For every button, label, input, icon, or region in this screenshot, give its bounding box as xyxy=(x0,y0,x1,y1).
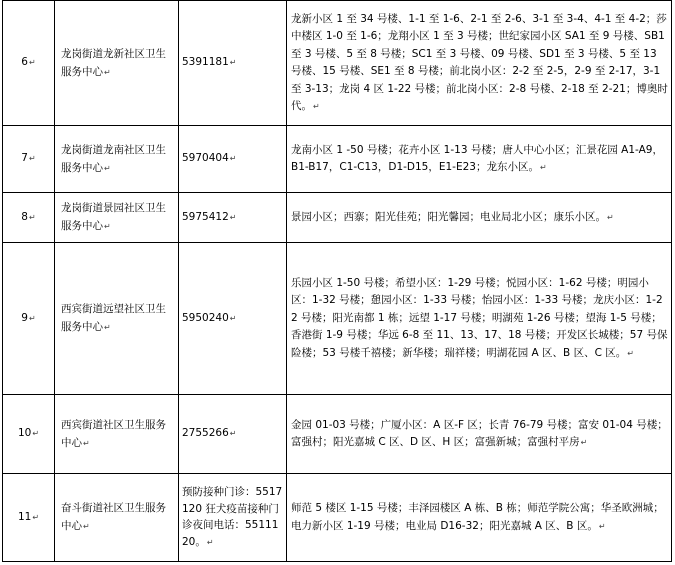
return-mark-icon xyxy=(207,538,214,547)
address-list: 景园小区；西寨；阳光佳苑；阳光馨园；电业局北小区；康乐小区。 xyxy=(291,210,606,223)
table-row xyxy=(3,126,672,193)
row-number-cell xyxy=(3,193,55,243)
row-number: 7 xyxy=(21,152,28,165)
return-mark-icon xyxy=(230,213,237,222)
return-mark-icon xyxy=(83,522,90,531)
table-row xyxy=(3,193,672,243)
address-cell xyxy=(287,193,672,243)
row-number: 8 xyxy=(21,210,28,223)
phone-cell xyxy=(179,474,287,562)
return-mark-icon xyxy=(29,154,36,163)
row-number: 9 xyxy=(21,311,28,324)
table-row xyxy=(3,243,672,395)
return-mark-icon xyxy=(29,213,36,222)
phone-number: 预防接种门诊：5517120 狂犬疫苗接种门诊夜间电话：5511120。 xyxy=(182,486,283,548)
return-mark-icon xyxy=(104,222,111,231)
return-mark-icon xyxy=(607,213,614,222)
phone-cell xyxy=(179,1,287,126)
return-mark-icon xyxy=(29,314,36,323)
return-mark-icon xyxy=(29,58,36,67)
row-number: 10 xyxy=(17,427,32,440)
address-cell xyxy=(287,395,672,474)
return-mark-icon xyxy=(32,513,39,522)
address-cell xyxy=(287,1,672,126)
center-name: 龙岗街道景园社区卫生服务中心 xyxy=(61,202,166,232)
phone-number: 5975412 xyxy=(182,210,229,223)
table-row xyxy=(3,1,672,126)
phone-cell xyxy=(179,126,287,193)
row-number-cell xyxy=(3,1,55,126)
return-mark-icon xyxy=(627,349,634,358)
return-mark-icon xyxy=(104,323,111,332)
center-name: 龙岗街道龙新社区卫生服务中心 xyxy=(61,47,166,78)
return-mark-icon xyxy=(83,439,90,448)
center-name: 龙岗街道龙南社区卫生服务中心 xyxy=(61,143,166,174)
row-number-cell xyxy=(3,126,55,193)
address-list: 金园 01-03 号楼；广厦小区：A 区-F 区；长青 76-79 号楼；富安 01-04 号楼；富强村；阳光嘉城 C 区、D 区、H 区；富强新城；富强村平房 xyxy=(291,418,668,448)
return-mark-icon xyxy=(581,438,588,447)
return-mark-icon xyxy=(230,429,237,438)
return-mark-icon xyxy=(313,102,320,111)
address-list: 龙南小区 1 -50 号楼；花卉小区 1-13 号楼；唐人中心小区；汇景花园 A1-A9，B1-B17，C1-C13，D1-D15，E1-E23；龙东小区。 xyxy=(291,143,663,173)
phone-number: 2755266 xyxy=(182,427,229,440)
return-mark-icon xyxy=(104,164,111,173)
center-name-cell xyxy=(55,395,179,474)
phone-number: 5970404 xyxy=(182,152,229,165)
center-name-cell xyxy=(55,1,179,126)
address-list: 师范 5 楼区 1-15 号楼；丰泽园楼区 A 栋、B 栋；师范学院公寓；华圣欧洲城；电力新小区 1-19 号楼；电业局 D16-32；阳光嘉城 A 区、B 区。 xyxy=(291,502,664,532)
phone-cell xyxy=(179,395,287,474)
return-mark-icon xyxy=(599,522,606,531)
row-number-cell xyxy=(3,474,55,562)
table-row xyxy=(3,395,672,474)
phone-cell xyxy=(179,243,287,395)
address-cell xyxy=(287,126,672,193)
row-number-cell xyxy=(3,243,55,395)
row-number: 11 xyxy=(17,510,32,523)
address-cell xyxy=(287,243,672,395)
center-name: 西宾街道远望社区卫生服务中心 xyxy=(61,303,166,333)
row-number-cell xyxy=(3,395,55,474)
center-name-cell xyxy=(55,474,179,562)
return-mark-icon xyxy=(32,429,39,438)
phone-number: 5391181 xyxy=(182,56,229,69)
phone-number: 5950240 xyxy=(182,311,229,324)
address-cell xyxy=(287,474,672,562)
center-name: 奋斗街道社区卫生服务中心 xyxy=(61,502,166,532)
row-number: 6 xyxy=(21,56,28,69)
center-name-cell xyxy=(55,193,179,243)
service-center-table xyxy=(2,0,672,562)
address-list: 龙新小区 1 至 34 号楼、1-1 至 1-6、2-1 至 2-6、3-1 至 3-4、4-1 至 4-2；莎中楼区 1-0 至 1-6；龙翔小区 1 至 3 号楼；世纪家园小区 SA1 至 9 号楼、SB1 至 3 号楼、5 至 8 号楼；SC1 至 3 号楼、09 号楼、SD1 至 3 号楼、5 至 13 号楼、15 号楼、SE1 至 8 号楼；前北岗小区：2-2 至 2-5，2-9 至 2-17，3-1 至 3-13；龙岗 4 区 1-22 号楼；前北岗小区：2-8 号楼、2-18 至 2-21；博奥时代。 xyxy=(291,12,668,112)
center-name-cell xyxy=(55,243,179,395)
return-mark-icon xyxy=(230,154,237,163)
return-mark-icon xyxy=(230,314,237,323)
return-mark-icon xyxy=(104,68,111,77)
phone-cell xyxy=(179,193,287,243)
table-row xyxy=(3,474,672,562)
return-mark-icon xyxy=(540,163,547,172)
center-name: 西宾街道社区卫生服务中心 xyxy=(61,418,166,449)
return-mark-icon xyxy=(230,58,237,67)
center-name-cell xyxy=(55,126,179,193)
address-list: 乐园小区 1-50 号楼；希望小区：1-29 号楼；悦园小区：1-62 号楼；明园小区：1-32 号楼；憩园小区：1-33 号楼；怡园小区：1-33 号楼；龙庆小区：1-22 号楼；阳光南都 1 栋；远望 1-17 号楼；明湖苑 1-26 号楼；望海 1-5 号楼；香港街 1-9 号楼；华远 6-8 至 11、13、17、18 号楼；开发区长城楼；57 号保险楼；53 号楼千禧楼；新华楼；瑞祥楼；明湖花园 A 区、B 区、C 区。 xyxy=(291,276,668,359)
